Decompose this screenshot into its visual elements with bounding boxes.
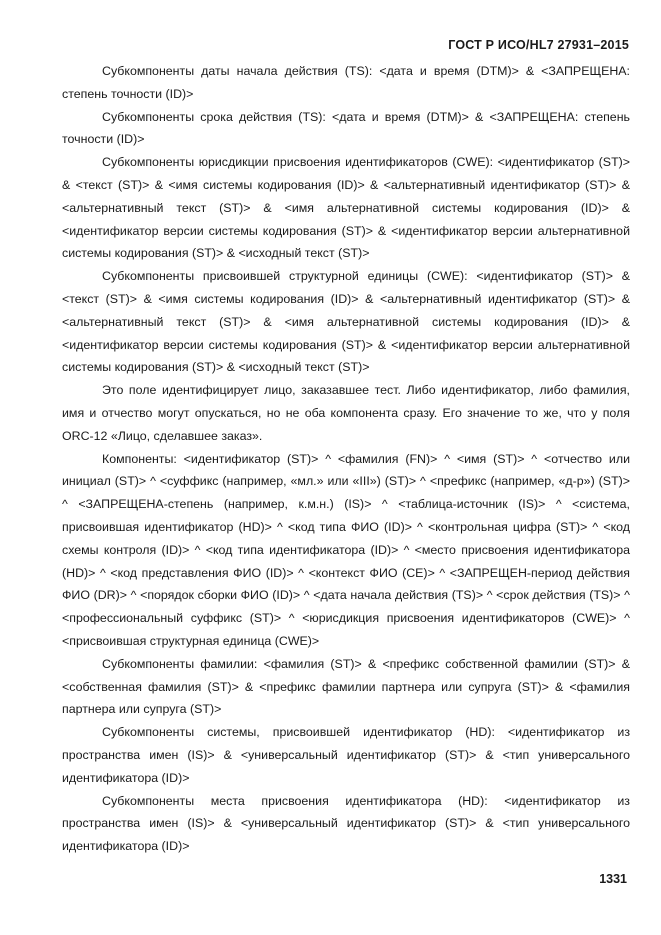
paragraph-jurisdiction-subcomponents: Субкомпоненты юрисдикции присвоения идентификаторов (CWE): <идентификатор (ST)> & <текст (ST)> & <имя системы кодирования (ID)> & <альтернативный идентификатор (ST)> & <альтернативный текст (ST)> & <имя альтернативной системы кодирования (ID)> & <идентификатор версии системы кодирования (ST)> & <идентификатор версии альтернативной системы кодирования (ST)> & <исходный текст (ST)> xyxy=(62,155,630,261)
document-body xyxy=(62,60,630,858)
paragraph-assigning-authority-subcomponents: Субкомпоненты системы, присвоившей идентификатор (HD): <идентификатор из пространства имен (IS)> & <универсальный идентификатор (ST)> & <тип универсального идентификатора (ID)> xyxy=(62,725,630,785)
paragraph-components: Компоненты: <идентификатор (ST)> ^ <фамилия (FN)> ^ <имя (ST)> ^ <отчество или инициал (ST)> ^ <суффикс (например, «мл.» или «III») (ST)> ^ <префикс (например, «д-р») (ST)> ^ <ЗАПРЕЩЕНА-степень (например, к.м.н.) (IS)> ^ <таблица-источник (IS)> ^ <система, присвоившая идентификатор (HD)> ^ <код типа ФИО (ID)> ^ <контрольная цифра (ST)> ^ <код схемы контроля (ID)> ^ <код типа идентификатора (ID)> ^ <место присвоения идентификатора (HD)> ^ <код представления ФИО (ID)> ^ <контекст ФИО (CE)> ^ <ЗАПРЕЩЕН-период действия ФИО (DR)> ^ <порядок сборки ФИО (ID)> ^ <дата начала действия (TS)> ^ <срок действия (TS)> ^ <профессиональный суффикс (ST)> ^ <юрисдикция присвоения идентификаторов (CWE)> ^ <присвоившая структурная единица (CWE)> xyxy=(62,451,630,648)
paragraph-expiration-subcomponents: Субкомпоненты срока действия (TS): <дата и время (DTM)> & <ЗАПРЕЩЕНА: степень точности (ID)> xyxy=(62,109,630,147)
paragraph-family-name-subcomponents: Субкомпоненты фамилии: <фамилия (ST)> & <префикс собственной фамилии (ST)> & <собственная фамилия (ST)> & <префикс фамилии партнера или супруга (ST)> & <фамилия партнера или супруга (ST)> xyxy=(62,656,630,717)
paragraph-start-date-subcomponents: Субкомпоненты даты начала действия (TS): <дата и время (DTM)> & <ЗАПРЕЩЕНА: степень точности (ID)> xyxy=(62,64,630,101)
paragraph-assigning-facility-subcomponents: Субкомпоненты места присвоения идентификатора (HD): <идентификатор из пространства имен (IS)> & <универсальный идентификатор (ST)> & <тип универсального идентификатора (ID)> xyxy=(62,793,630,854)
paragraph-assigning-unit-subcomponents: Субкомпоненты присвоившей структурной единицы (CWE): <идентификатор (ST)> & <текст (ST)> & <имя системы кодирования (ID)> & <альтернативный идентификатор (ST)> & <альтернативный текст (ST)> & <имя альтернативной системы кодирования (ID)> & <идентификатор версии системы кодирования (ST)> & <идентификатор версии альтернативной системы кодирования (ST)> & <исходный текст (ST)> xyxy=(62,269,630,375)
paragraph-field-description: Это поле идентифицирует лицо, заказавшее тест. Либо идентификатор, либо фамилия, имя и отчество могут опускаться, но не оба компонента сразу. Его значение то же, что у поля ORC-12 «Лицо, сделавшее заказ». xyxy=(62,383,630,443)
page-number: 1331 xyxy=(599,872,627,886)
document-standard-header: ГОСТ Р ИСО/HL7 27931–2015 xyxy=(448,38,629,52)
